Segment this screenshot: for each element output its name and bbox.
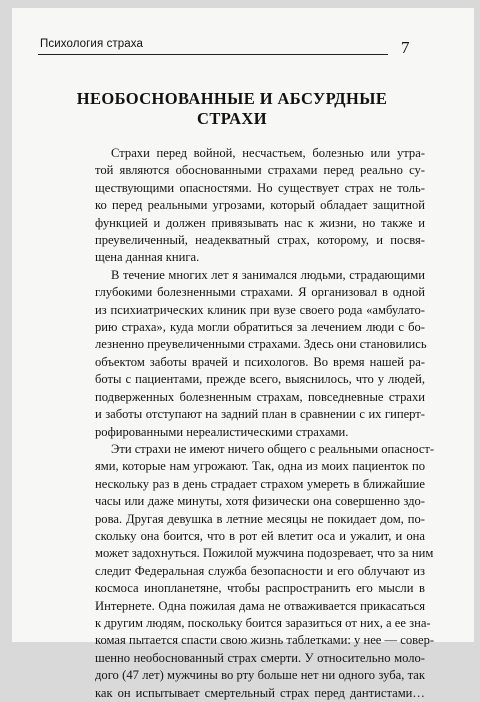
text-line: подверженных болезненным страхам, повседневные страхи [95,389,425,404]
paragraph-3 [95,441,435,702]
text-line: рова. Другая девушка в летние месяцы не покидает дом, по- [95,511,425,526]
text-line: глубокими болезненными страхами. Я организовал в одной [95,285,425,300]
text-line: может задохнуться. Пожилой мужчина подозревает, что за ним [95,546,434,561]
text-line: боты с пациентами, прежде всего, выяснилось, что у людей, [95,372,425,387]
book-page [12,8,474,700]
text-line: Эти страхи не имеют ничего общего с реальными опасност- [111,441,435,456]
text-line: В течение многих лет я занимался людьми, страдающими [111,267,425,282]
text-line: как он испытывает смертельный страх перед дантистами… [95,685,425,700]
text-line: объектом заботы врачей и психологов. Во время нашей ра- [95,354,425,369]
text-line: лезненно преувеличенными страхами. Здесь они становились [95,337,427,352]
text-line: ко перед реальными угрозами, который обладает защитной [95,198,425,213]
text-line: нескольку раз в день страдает страхом умереть в ближайшие [95,476,425,491]
paragraph-1 [95,145,425,267]
chapter-title [74,89,390,129]
text-line: ществующими опасностями. Но существует страх не толь- [95,180,425,195]
text-line: той являются обоснованными страхами перед реально су- [95,163,425,178]
text-line: функцией и должен привязывать нас к жизни, но также и [95,215,425,230]
text-line: преувеличенный, неадекватный страх, которому, и посвя- [95,233,425,248]
text-line: дого (47 лет) мужчины во рту больше нет ни одного зуба, так [95,668,425,683]
body-text [95,145,435,702]
text-line: рию страха», куда могли обратиться за лечением люди с бо- [95,320,425,335]
text-line: и заботы отступают на задний план в сравнении с их гиперт- [95,407,425,422]
running-head-title: Психология страха [40,38,144,50]
text-line: космоса инопланетяне, чтобы распространить его мысли в [95,581,425,596]
text-line: скольку она боится, что в рот ей влетит оса и ужалит, и она [95,528,425,543]
text-line: рофированными нереалистическими страхами. [95,424,349,439]
header-rule [38,54,388,55]
chapter-title-line: НЕОБОСНОВАННЫЕ И АБСУРДНЫЕ [76,89,388,108]
text-line: Интернете. Одна пожилая дама не отваживается прикасаться [95,598,425,613]
paragraph-2 [95,267,425,441]
text-line: комая пытается спасти свою жизнь таблетками: у нее — совер- [95,633,435,648]
text-line: шенно необоснованный страх смерти. У относительно моло- [95,650,425,665]
text-line: часы или даже минуты, хотя физически она совершенно здо- [95,494,425,509]
page-number: 7 [401,38,410,57]
text-line: к другим людям, поскольку боится заразиться от них, а ее зна- [95,615,431,630]
chapter-title-line: СТРАХИ [197,109,267,128]
text-line: щена данная книга. [95,250,200,265]
text-line: из психиатрических клиник при вузе своего рода «амбулато- [95,302,425,317]
text-line: ями, которые нам угрожают. Так, одна из моих пациенток по [95,459,425,474]
text-line: следит Федеральная служба безопасности и его облучают из [95,563,425,578]
text-line: Страхи перед войной, несчастьем, болезнью или утра- [111,146,425,160]
